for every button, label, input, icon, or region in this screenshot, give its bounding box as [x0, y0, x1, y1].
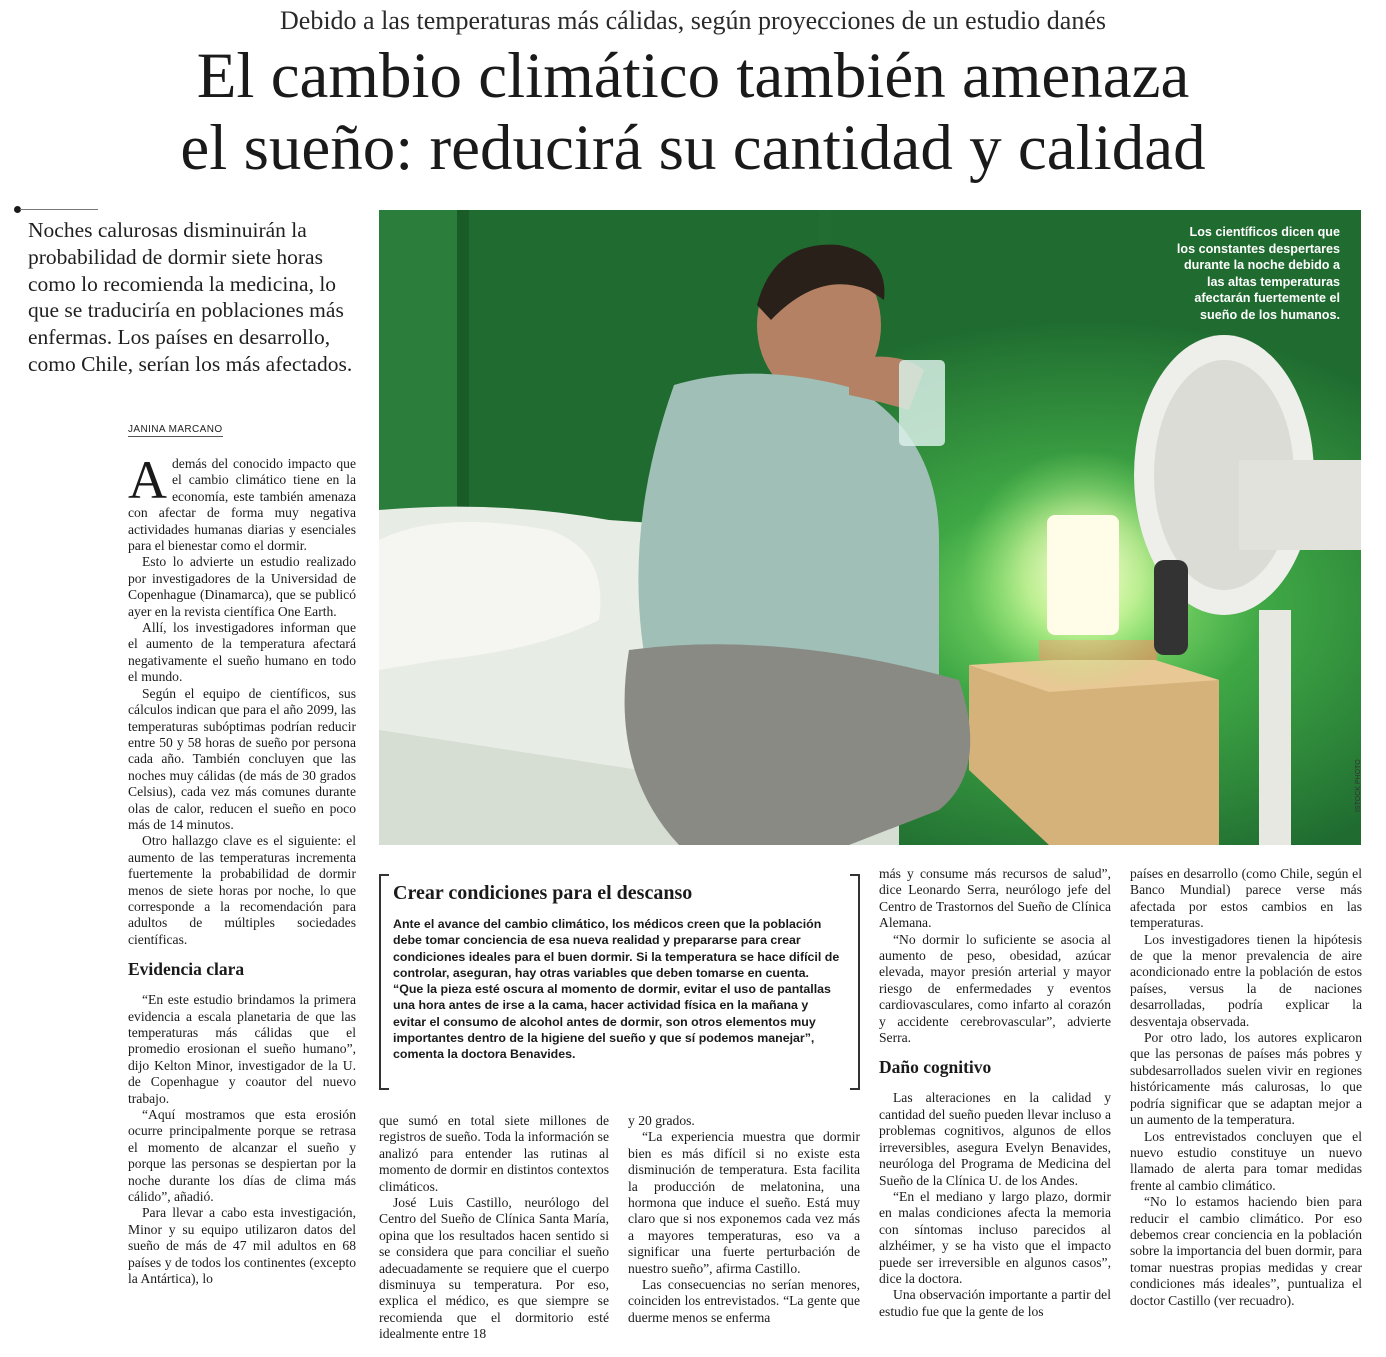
box-title: Crear condiciones para el descanso: [393, 882, 693, 904]
paragraph: “En el mediano y largo plazo, dormir en malas condiciones afecta la memoria con síntomas incluso parecidos al alzhéimer, y se ha visto que el impacto puede ser irreversible en algunos casos”, dice la doctora.: [879, 1188, 1111, 1286]
article-column-1: [128, 450, 356, 1288]
article-column-4: [879, 866, 1111, 1320]
paragraph: Allí, los investigadores informan que el aumento de la temperatura afectará negativamente el sueño humano en todo el mundo.: [128, 620, 356, 685]
box-paragraph: Ante el avance del cambio climático, los médicos creen que la población debe tomar conciencia de esa nueva realidad y prepararse para crear condiciones ideales para el buen dormir. Si la temperatura se hace difícil de controlar, aseguran, hay otras variables que deben tomarse en cuenta.: [393, 917, 840, 980]
box-body: [393, 916, 843, 1063]
sidebar-box: [379, 874, 860, 1090]
paragraph: “Aquí mostramos que esta erosión ocurre principalmente porque se retrasa el momento de alcanzar el sueño y porque las personas se despiertan por la noche durante los días de clima más cálido”, añadió.: [128, 1107, 356, 1205]
article-column-3: [628, 1113, 860, 1326]
photo-credit: ISTOCK PHOTO: [1355, 759, 1362, 812]
lead-paragraph: Noches calurosas disminuirán la probabilidad de dormir siete horas como lo recomienda la medicina, lo que se traduciría en poblaciones más enfermas. Los países en desarrollo, como Chile, serían los más afectados.: [28, 218, 353, 376]
paragraph: Otro hallazgo clave es el siguiente: el aumento de las temperaturas incrementa fuertemente la probabilidad de dormir menos de siete horas por noche, lo que corresponde a la recomendación para adultos de múltiples sociedades científicas.: [128, 833, 356, 947]
paragraph: países en desarrollo (como Chile, según el Banco Mundial) parece verse más afectada por estos cambios en las temperaturas.: [1130, 866, 1362, 931]
byline: JANINA MARCANO: [128, 424, 223, 435]
headline-line-2: el sueño: reducirá su cantidad y calidad: [180, 112, 1206, 184]
kicker: Debido a las temperaturas más cálidas, según proyecciones de un estudio danés: [280, 6, 1106, 35]
box-paragraph: “Que la pieza esté oscura al momento de dormir, evitar el uso de pantallas una hora antes de irse a la cama, hacer actividad física en la mañana y evitar el consumo de alcohol antes de dormir, son otros elementos muy importantes dentro de la higiene del sueño y que sí podemos manejar”, comenta la doctora Benavides.: [393, 982, 831, 1062]
paragraph: Los investigadores tienen la hipótesis de que la menor prevalencia de aire acondicionado entre la población de estos países, versus la de naciones desarrolladas, podría explicar la desventaja observada.: [1130, 931, 1362, 1029]
box-left-rule: [379, 874, 381, 1090]
article-column-2: [379, 1113, 609, 1343]
box-right-rule: [858, 874, 860, 1090]
paragraph: Para llevar a cabo esta investigación, Minor y su equipo utilizaron datos del sueño de más de 47 mil adultos en 68 países y de todos los continentes (excepto la Antártica), lo: [128, 1205, 356, 1287]
lead-rule: [20, 209, 98, 210]
paragraph: Esto lo advierte un estudio realizado por investigadores de la Universidad de Copenhague (Dinamarca), que se publicó ayer en la revista científica One Earth.: [128, 554, 356, 619]
paragraph: “La experiencia muestra que dormir bien es más difícil si no existe esta disminución de temperatura. Esta facilita la producción de melatonina, una hormona que induce el sueño. Está muy claro que si nos exponemos cada vez más a mayores temperaturas, eso va a significar una fuerte perturbación de nuestro sueño”, afirma Castillo.: [628, 1129, 860, 1276]
photo-caption: Los científicos dicen que los constantes despertares durante la noche debido a las altas temperaturas afectarán fuertemente el sueño de los humanos.: [1176, 225, 1340, 322]
subhead-dano-cognitivo: Daño cognitivo: [879, 1057, 992, 1078]
paragraph: “En este estudio brindamos la primera evidencia a escala planetaria de que las temperaturas más cálidas que el promedio erosionan el sueño humano”, dijo Kelton Minor, investigador de la U. de Copenhague y coautor del nuevo trabajo.: [128, 992, 356, 1106]
paragraph: que sumó en total siete millones de registros de sueño. Toda la información se analizó para entender las rutinas al momento de dormir en distintos contextos climáticos.: [379, 1113, 609, 1194]
headline-line-1: El cambio climático también amenaza: [196, 40, 1190, 112]
paragraph: Una observación importante a partir del estudio fue que la gente de los: [879, 1287, 1111, 1319]
paragraph: y 20 grados.: [628, 1113, 695, 1128]
paragraph: José Luis Castillo, neurólogo del Centro del Sueño de Clínica Santa María, opina que los resultados hacen sentido si se considera que para conciliar el sueño adecuadamente se requiere que el cuerpo disminuya su temperatura. Por eso, explica el médico, es que siempre se recomienda que el dormitorio esté idealmente entre 18: [379, 1195, 609, 1342]
paragraph: “No lo estamos haciendo bien para reducir el cambio climático. Por eso debemos crear conciencia en la población sobre la importancia del buen dormir, para tomar nuestras propias medidas y crear condiciones más ideales”, puntualiza el doctor Castillo (ver recuadro).: [1130, 1194, 1362, 1308]
article-column-5: [1130, 866, 1362, 1309]
paragraph: Las consecuencias no serían menores, coinciden los entrevistados. “La gente que duerme menos se enferma: [628, 1277, 860, 1325]
headline: [20, 40, 1366, 184]
paragraph: “No dormir lo suficiente se asocia al aumento de peso, obesidad, azúcar elevada, mayor presión arterial y mayor riesgo de enfermedades y eventos cardiovasculares, como infarto al corazón y accidente cerebrovascular”, advierte Serra.: [879, 931, 1111, 1046]
paragraph: Por otro lado, los autores explicaron que las personas de países más pobres y subdesarrollados suelen vivir en regiones históricamente más calurosas, lo que podría significar que se adaptan mejor a un aumento de la temperatura.: [1130, 1030, 1362, 1128]
paragraph: más y consume más recursos de salud”, dice Leonardo Serra, neurólogo jefe del Centro de Trastornos del Sueño de Clínica Alemana.: [879, 866, 1111, 931]
paragraph: Los entrevistados concluyen que el nuevo estudio constituye un nuevo llamado de alerta para tomar medidas frente al cambio climático.: [1130, 1128, 1362, 1193]
subhead-evidencia: Evidencia clara: [128, 959, 245, 980]
paragraph: Las alteraciones en la calidad y cantidad del sueño pueden llevar incluso a problemas cognitivos, algunos de ellos irreversibles, asegura Evelyn Benavides, neuróloga del Programa de Medicina del Sueño de la Clínica U. de los Andes.: [879, 1090, 1111, 1188]
drop-cap: A: [128, 450, 167, 510]
paragraph: Además del conocido impacto que el cambio climático tiene en la economía, este también amenaza con afectar de forma muy negativa actividades humanas diarias y esenciales para el bienestar como el dormir.: [128, 450, 356, 554]
paragraph: Según el equipo de científicos, sus cálculos indican que para el año 2099, las temperaturas subóptimas podrían reducir entre 50 y 58 horas de sueño por persona cada año. También concluyen que las noches muy cálidas (de más de 30 grados Celsius), cada vez más comunes durante olas de calor, reducen el sueño en poco más de 14 minutos.: [128, 685, 356, 832]
